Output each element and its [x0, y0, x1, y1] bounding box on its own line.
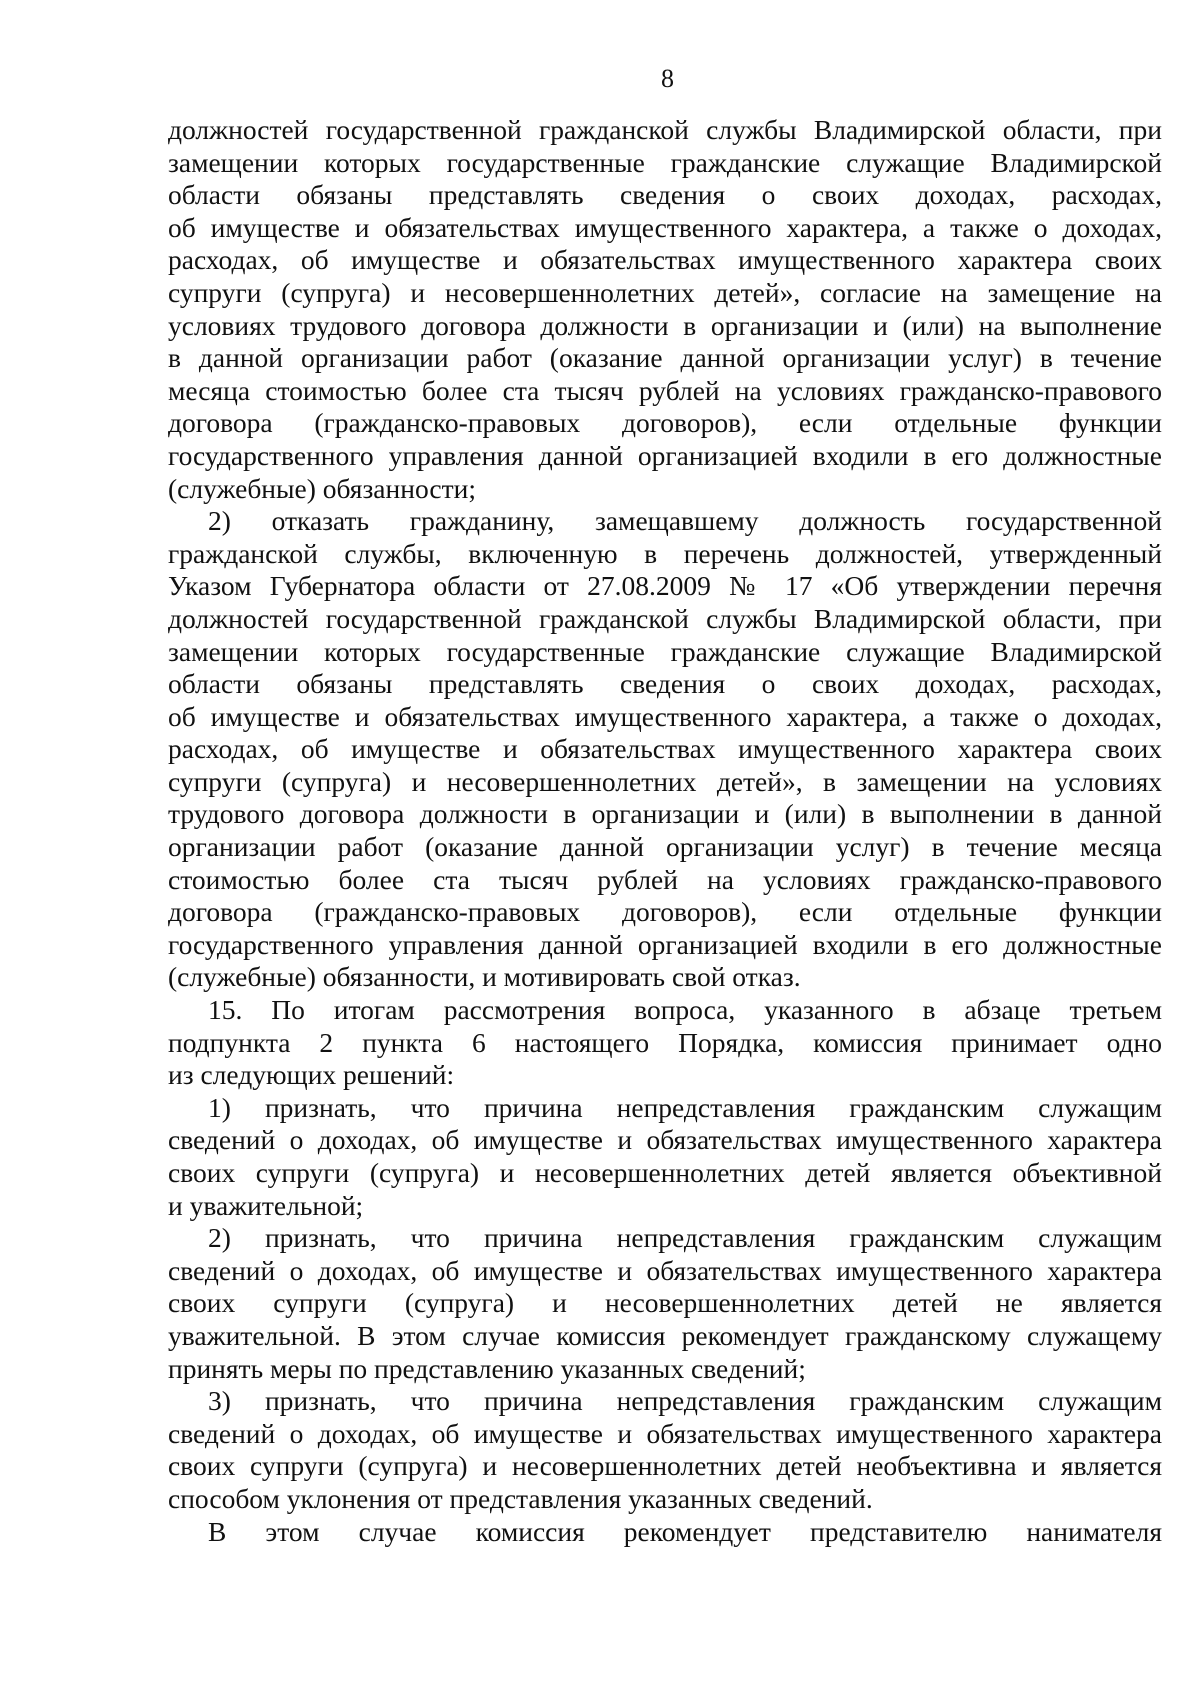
- paragraph: [168, 1092, 1162, 1222]
- text-line: 15. По итогам рассмотрения вопроса, указанного в абзаце третьем: [208, 994, 1162, 1026]
- text-line: месяца стоимостью более ста тысяч рублей на условиях гражданско-правового: [168, 374, 1162, 406]
- paragraph: [168, 1385, 1162, 1515]
- paragraph: [168, 994, 1162, 1092]
- text-line: из следующих решений:: [168, 1059, 455, 1091]
- text-line: и уважительной;: [168, 1189, 364, 1221]
- text-line: способом уклонения от представления указанных сведений.: [168, 1482, 873, 1514]
- text-line: трудового договора должности в организации и (или) в выполнении в данной: [168, 798, 1162, 830]
- text-line: сведений о доходах, об имуществе и обязательствах имущественного характера: [168, 1254, 1162, 1286]
- page-number: 8: [661, 64, 674, 93]
- text-line: области обязаны представлять сведения о своих доходах, расходах,: [168, 668, 1162, 700]
- text-line: стоимостью более ста тысяч рублей на условиях гражданско-правового: [168, 863, 1162, 895]
- text-line: договора (гражданско-правовых договоров), если отдельные функции: [168, 407, 1162, 439]
- text-line: В этом случае комиссия рекомендует представителю нанимателя: [208, 1515, 1162, 1547]
- text-line: уважительной. В этом случае комиссия рекомендует гражданскому служащему: [168, 1319, 1162, 1351]
- text-line: должностей государственной гражданской службы Владимирской области, при: [168, 602, 1162, 634]
- text-line: 1) признать, что причина непредставления гражданским служащим: [208, 1091, 1162, 1123]
- text-line: договора (гражданско-правовых договоров), если отдельные функции: [168, 896, 1162, 928]
- text-line: подпункта 2 пункта 6 настоящего Порядка, комиссия принимает одно: [168, 1026, 1162, 1058]
- text-line: своих супруги (супруга) и несовершеннолетних детей необъективна и является: [168, 1450, 1162, 1482]
- text-line: (служебные) обязанности;: [168, 472, 476, 504]
- text-line: супруги (супруга) и несовершеннолетних детей», в замещении на условиях: [168, 765, 1162, 797]
- text-line: об имуществе и обязательствах имущественного характера, а также о доходах,: [168, 700, 1162, 732]
- paragraph: [168, 1516, 1162, 1549]
- text-line: расходах, об имуществе и обязательствах имущественного характера своих: [168, 733, 1162, 765]
- text-line: расходах, об имуществе и обязательствах имущественного характера своих: [168, 244, 1162, 276]
- text-line: сведений о доходах, об имуществе и обязательствах имущественного характера: [168, 1124, 1162, 1156]
- text-line: замещении которых государственные гражданские служащие Владимирской: [168, 146, 1162, 178]
- text-line: об имуществе и обязательствах имущественного характера, а также о доходах,: [168, 211, 1162, 243]
- text-line: 2) признать, что причина непредставления гражданским служащим: [208, 1222, 1162, 1254]
- text-line: организации работ (оказание данной организации услуг) в течение месяца: [168, 831, 1162, 863]
- text-line: замещении которых государственные гражданские служащие Владимирской: [168, 635, 1162, 667]
- paragraph: [168, 114, 1162, 505]
- document-body: [168, 114, 1162, 1548]
- text-line: супруги (супруга) и несовершеннолетних детей», согласие на замещение на: [168, 276, 1162, 308]
- text-line: сведений о доходах, об имуществе и обязательствах имущественного характера: [168, 1417, 1162, 1449]
- text-line: гражданской службы, включенную в перечень должностей, утвержденный: [168, 537, 1162, 569]
- text-line: условиях трудового договора должности в организации и (или) на выполнение: [168, 309, 1162, 341]
- text-line: государственного управления данной организацией входили в его должностные: [168, 928, 1162, 960]
- text-line: своих супруги (супруга) и несовершеннолетних детей не является: [168, 1287, 1162, 1319]
- text-line: в данной организации работ (оказание данной организации услуг) в течение: [168, 342, 1162, 374]
- text-line: области обязаны представлять сведения о своих доходах, расходах,: [168, 179, 1162, 211]
- text-line: (служебные) обязанности, и мотивировать свой отказ.: [168, 961, 801, 993]
- text-line: 3) признать, что причина непредставления гражданским служащим: [208, 1385, 1162, 1417]
- text-line: Указом Губернатора области от 27.08.2009 № 17 «Об утверждении перечня: [168, 570, 1162, 602]
- text-line: должностей государственной гражданской службы Владимирской области, при: [168, 114, 1162, 145]
- text-line: государственного управления данной организацией входили в его должностные: [168, 439, 1162, 471]
- text-line: своих супруги (супруга) и несовершеннолетних детей является объективной: [168, 1157, 1162, 1188]
- text-line: 2) отказать гражданину, замещавшему должность государственной: [208, 505, 1162, 537]
- paragraph: [168, 505, 1162, 994]
- text-line: принять меры по представлению указанных сведений;: [168, 1352, 806, 1384]
- paragraph: [168, 1222, 1162, 1385]
